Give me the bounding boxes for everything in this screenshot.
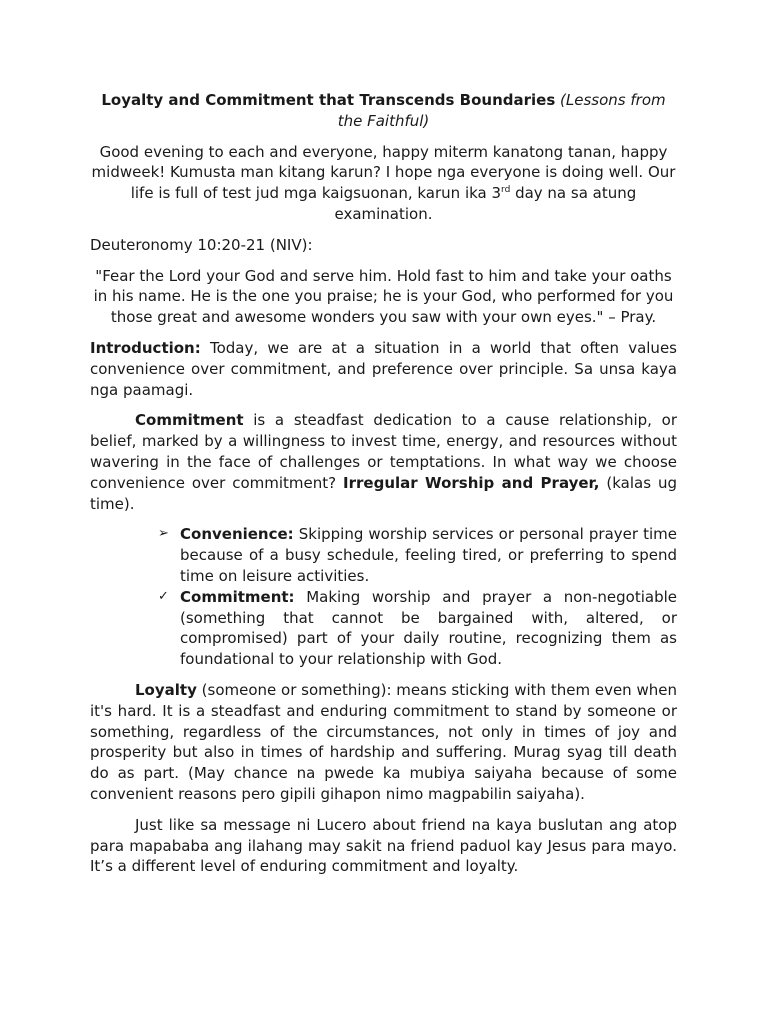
introduction-label: Introduction: [90, 338, 201, 357]
greeting-paragraph [90, 142, 677, 225]
commitment-text: is a steadfast dedication to a cause relationship, or belief, marked by a willingness to invest time, energy, and resources without wavering in the face of challenges or temptations. In what way we choose convenience over commitment? [90, 411, 677, 492]
greeting-text-end: day na sa atung examination. [334, 184, 637, 223]
document-title [90, 90, 677, 132]
bullet-list [90, 524, 677, 670]
list-item [90, 524, 677, 586]
checkmark-bullet-icon: ✓ [158, 588, 169, 604]
bullet-label: Commitment: [180, 587, 295, 606]
title-main: Loyalty and Commitment that Transcends Boundaries [101, 91, 556, 109]
ordinal-suffix: rd [501, 185, 511, 196]
loyalty-text: (someone or something): means sticking with them even when it's hard. It is a steadfast and enduring commitment to stand by someone or something, regardless of the circumstances, not only in times of joy and prosperity but also in times of hardship and suffering. Murag syag till death do as part. (May chance na pwede ka mubiya saiyaha because of some convenient reasons pero gipili gihapon nimo magpabilin saiyaha). [90, 680, 677, 803]
bullet-text: Making worship and prayer a non-negotiable (something that cannot be bargained with, altered, or compromised) part of your daily routine, recognizing them as foundational to your relationship with God. [180, 587, 677, 669]
commitment-highlight: Irregular Worship and Prayer, [343, 473, 600, 492]
document-page [90, 90, 677, 887]
title-subtitle: (Lessons from the Faithful) [337, 91, 666, 130]
scripture-quote: "Fear the Lord your God and serve him. Hold fast to him and take your oaths in his name. He is the one you praise; he is your God, who performed for you those great and awesome wonders you saw with your own eyes." – Pray. [93, 266, 674, 327]
closing-paragraph: Just like sa message ni Lucero about friend na kaya buslutan ang atop para mapababa ang ilahang may sakit na friend paduol kay Jesus para mayo. It’s a different level of enduring commitment and loyalty. [90, 815, 677, 876]
list-item [90, 587, 677, 670]
introduction-text: Today, we are at a situation in a world that often values convenience over commitment, and preference over principle. Sa unsa kaya nga paamagi. [90, 338, 677, 399]
scripture-reference: Deuteronomy 10:20-21 (NIV): [90, 235, 313, 254]
commitment-text-end: (kalas ug time). [90, 473, 677, 513]
commitment-term: Commitment [135, 411, 244, 430]
arrow-bullet-icon: ➢ [158, 526, 169, 542]
greeting-text: Good evening to each and everyone, happy miterm kanatong tanan, happy midweek! Kumusta man kitang karun? I hope nga everyone is doing well. Our life is full of test jud mga kaigsuonan, karun ika 3 [91, 142, 676, 203]
commitment-paragraph [90, 410, 677, 514]
bullet-text: Skipping worship services or personal prayer time because of a busy schedule, feeling tired, or preferring to spend time on leisure activities. [180, 525, 677, 585]
loyalty-paragraph [90, 680, 677, 805]
bullet-label: Convenience: [180, 525, 294, 544]
introduction-paragraph [90, 338, 677, 400]
loyalty-term: Loyalty [135, 680, 197, 699]
